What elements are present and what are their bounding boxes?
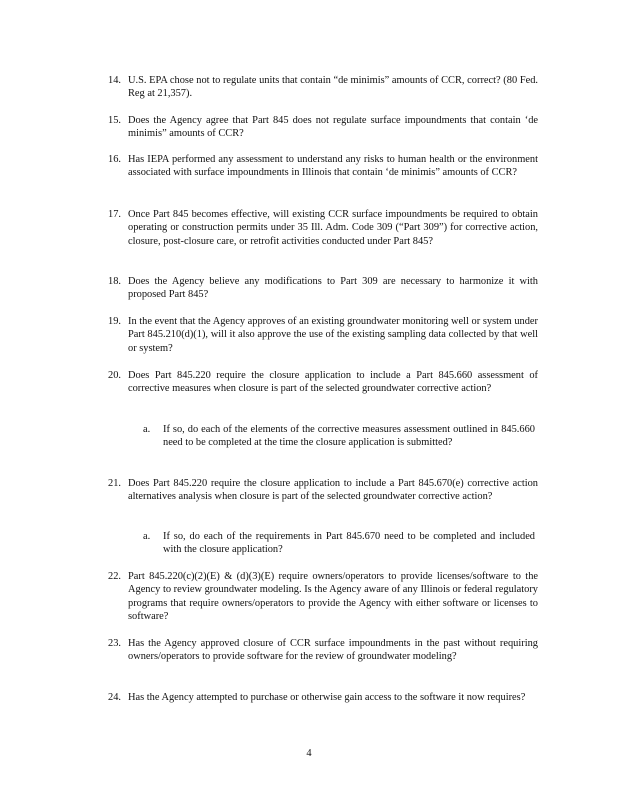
question-text: Does Part 845.220 require the closure application to include a Part 845.660 assessment of corrective measures when closure is part of the selected groundwater corrective action? [128, 370, 538, 395]
question-text: U.S. EPA chose not to regulate units that contain “de minimis” amounts of CCR, correct? (80 Fed. Reg at 21,357). [128, 75, 538, 100]
question-number: 15. [108, 115, 121, 126]
question-number: 22. [108, 571, 121, 582]
question-number: 19. [108, 316, 121, 327]
question-number: 24. [108, 692, 121, 703]
question-text: Once Part 845 becomes effective, will existing CCR surface impoundments be required to obtain operating or construction permits under 35 Ill. Adm. Code 309 (“Part 309”) for corrective action, closure, post-closure care, or retrofit activities conducted under Part 845? [128, 209, 538, 247]
question-number: 16. [108, 154, 121, 165]
subquestion-text: If so, do each of the elements of the corrective measures assessment outlined in 845.660 need to be completed at the time the closure application is submitted? [163, 424, 535, 449]
question-text: Has the Agency approved closure of CCR surface impoundments in the past without requiring owners/operators to provide software for the review of groundwater modeling? [128, 638, 538, 663]
question-text: Does the Agency agree that Part 845 does not regulate surface impoundments that contain ‘de minimis” amounts of CCR? [128, 115, 538, 140]
question-number: 23. [108, 638, 121, 649]
question-number: 17. [108, 209, 121, 220]
question-text: In the event that the Agency approves of an existing groundwater monitoring well or system under Part 845.210(d)(1), will it also approve the use of the existing sampling data collected by that well or system? [128, 316, 538, 354]
page-number: 4 [306, 748, 312, 759]
question-text: Has IEPA performed any assessment to understand any risks to human health or the environment associated with surface impoundments in Illinois that contain ‘de minimis” amounts of CCR? [128, 154, 538, 179]
question-number: 21. [108, 478, 121, 489]
question-text: Does the Agency believe any modifications to Part 309 are necessary to harmonize it with proposed Part 845? [128, 276, 538, 301]
question-number: 20. [108, 370, 121, 381]
subquestion-text: If so, do each of the requirements in Part 845.670 need to be completed and included with the closure application? [163, 531, 535, 556]
question-text: Part 845.220(c)(2)(E) & (d)(3)(E) require owners/operators to provide licenses/software to the Agency to review groundwater modeling. Is the Agency aware of any Illinois or federal regulatory programs that require owners/operators to provide the Agency with either software or licenses to software? [128, 571, 538, 623]
question-text: Does Part 845.220 require the closure application to include a Part 845.670(e) corrective action alternatives analysis when closure is part of the selected groundwater corrective action? [128, 478, 538, 503]
question-number: 18. [108, 276, 121, 287]
subquestion-letter: a. [143, 424, 151, 435]
question-number: 14. [108, 75, 121, 86]
subquestion-letter: a. [143, 531, 151, 542]
question-text: Has the Agency attempted to purchase or otherwise gain access to the software it now requires? [128, 692, 526, 703]
